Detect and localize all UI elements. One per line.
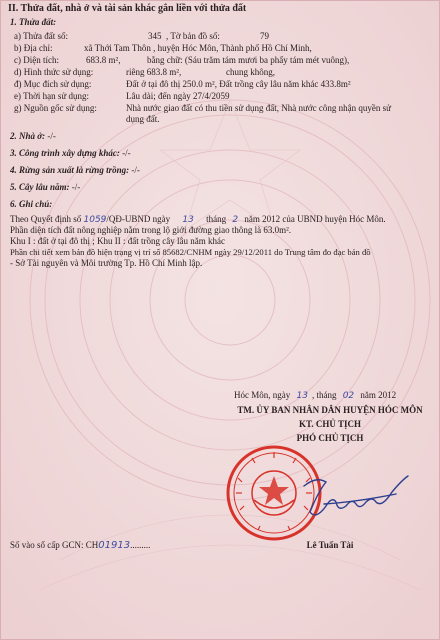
decision-year-text: năm 2012 của UBND huyện Hóc Môn.: [244, 214, 386, 224]
decision-month-label: tháng: [206, 214, 227, 224]
register-label: Số vào sổ cấp GCN: CH: [10, 540, 99, 550]
usage-common: chung không,: [226, 67, 275, 77]
register-number: [10, 540, 150, 551]
place-date-month-label: , tháng: [311, 390, 337, 400]
notes-line-5: - Sở Tài nguyên và Môi trường Tp. Hồ Chí Minh lập.: [10, 258, 203, 268]
usage-term-label: e) Thời hạn sử dụng:: [14, 91, 89, 101]
map-sheet-label: , Tờ bản đồ số:: [166, 31, 220, 41]
land-heading: 1. Thửa đất:: [10, 17, 57, 27]
section-title: II. Thửa đất, nhà ở và tài sản khác gắn liền với thửa đất: [8, 3, 247, 14]
on-behalf-of: KT. CHỦ TỊCH: [299, 419, 361, 429]
decision-prefix: Theo Quyết định số: [10, 214, 82, 224]
origin-label: g) Nguồn gốc sử dụng:: [14, 103, 97, 113]
usage-purpose-label: đ) Mục đích sử dụng:: [14, 79, 92, 89]
place-date-prefix: Hóc Môn, ngày: [234, 390, 291, 400]
register-number-handwritten: 01913: [98, 540, 131, 551]
notes-line-3: Khu I : đất ở tại đô thị ; Khu II : đất trồng cây lâu năm khác: [10, 236, 225, 246]
usage-form-label: d) Hình thức sử dụng:: [14, 67, 94, 77]
signer-position: PHÓ CHỦ TỊCH: [296, 433, 364, 443]
notes-label: 6. Ghi chú:: [10, 199, 53, 209]
notes-line-2: Phần diện tích đất nông nghiệp nằm trong lộ giới đường giao thông là 63.0m².: [10, 225, 292, 235]
usage-private: riêng 683.8 m²,: [126, 67, 182, 77]
construction-label: 3. Công trình xây dựng khác:: [10, 148, 120, 158]
forest-value: -/-: [131, 165, 140, 175]
place-date-year: năm 2012: [360, 390, 397, 400]
parcel-number-value: 345: [148, 31, 162, 41]
register-dots: .........: [130, 540, 151, 550]
usage-term-value: Lâu dài; đến ngày 27/4/2059: [126, 91, 230, 101]
signer-name: Lê Tuấn Tài: [306, 540, 354, 550]
area-label: c) Diện tích:: [14, 55, 59, 65]
trees-label: 5. Cây lâu năm:: [10, 182, 70, 192]
notes-line-4: Phần chi tiết xem bản đồ hiện trạng vị trí số 85682/CNHM ngày 29/12/2011 do Trung tâm đo đạc bản đồ: [10, 247, 371, 257]
address-label: b) Địa chỉ:: [14, 43, 53, 53]
house-value: -/-: [47, 131, 56, 141]
area-in-words: bằng chữ: (Sáu trăm tám mươi ba phẩy tám mét vuông),: [147, 55, 350, 65]
sign-day-handwritten: 13: [296, 391, 308, 401]
parcel-number-label: a) Thửa đất số:: [14, 31, 68, 41]
area-value: 683.8 m²,: [86, 55, 121, 65]
issuing-authority: TM. ỦY BAN NHÂN DÂN HUYỆN HÓC MÔN: [237, 405, 423, 415]
decision-suffix: /QĐ-UBND ngày: [106, 214, 171, 224]
decision-number-handwritten: 1059: [83, 215, 107, 225]
decision-day-handwritten: 13: [182, 215, 194, 225]
origin-value-line2: dụng đất.: [126, 114, 160, 124]
house-label: 2. Nhà ở:: [10, 131, 46, 141]
origin-value-line1: Nhà nước giao đất có thu tiền sử dụng đất, Nhà nước công nhận quyền sử: [126, 103, 391, 113]
construction-value: -/-: [122, 148, 131, 158]
usage-purpose-value: Đất ở tại đô thị 250.0 m², Đất trồng cây lâu năm khác 433.8m²: [126, 79, 351, 89]
signature-icon: [296, 462, 416, 532]
map-sheet-value: 79: [260, 31, 269, 41]
place-date: [234, 390, 396, 402]
address-value: xã Thới Tam Thôn , huyện Hóc Môn, Thành phố Hồ Chí Minh,: [84, 43, 312, 53]
forest-label: 4. Rừng sản xuất là rừng trồng:: [10, 165, 130, 175]
decision-month-handwritten: 2: [232, 215, 239, 225]
trees-value: -/-: [71, 182, 81, 192]
sign-month-handwritten: 02: [342, 391, 355, 401]
